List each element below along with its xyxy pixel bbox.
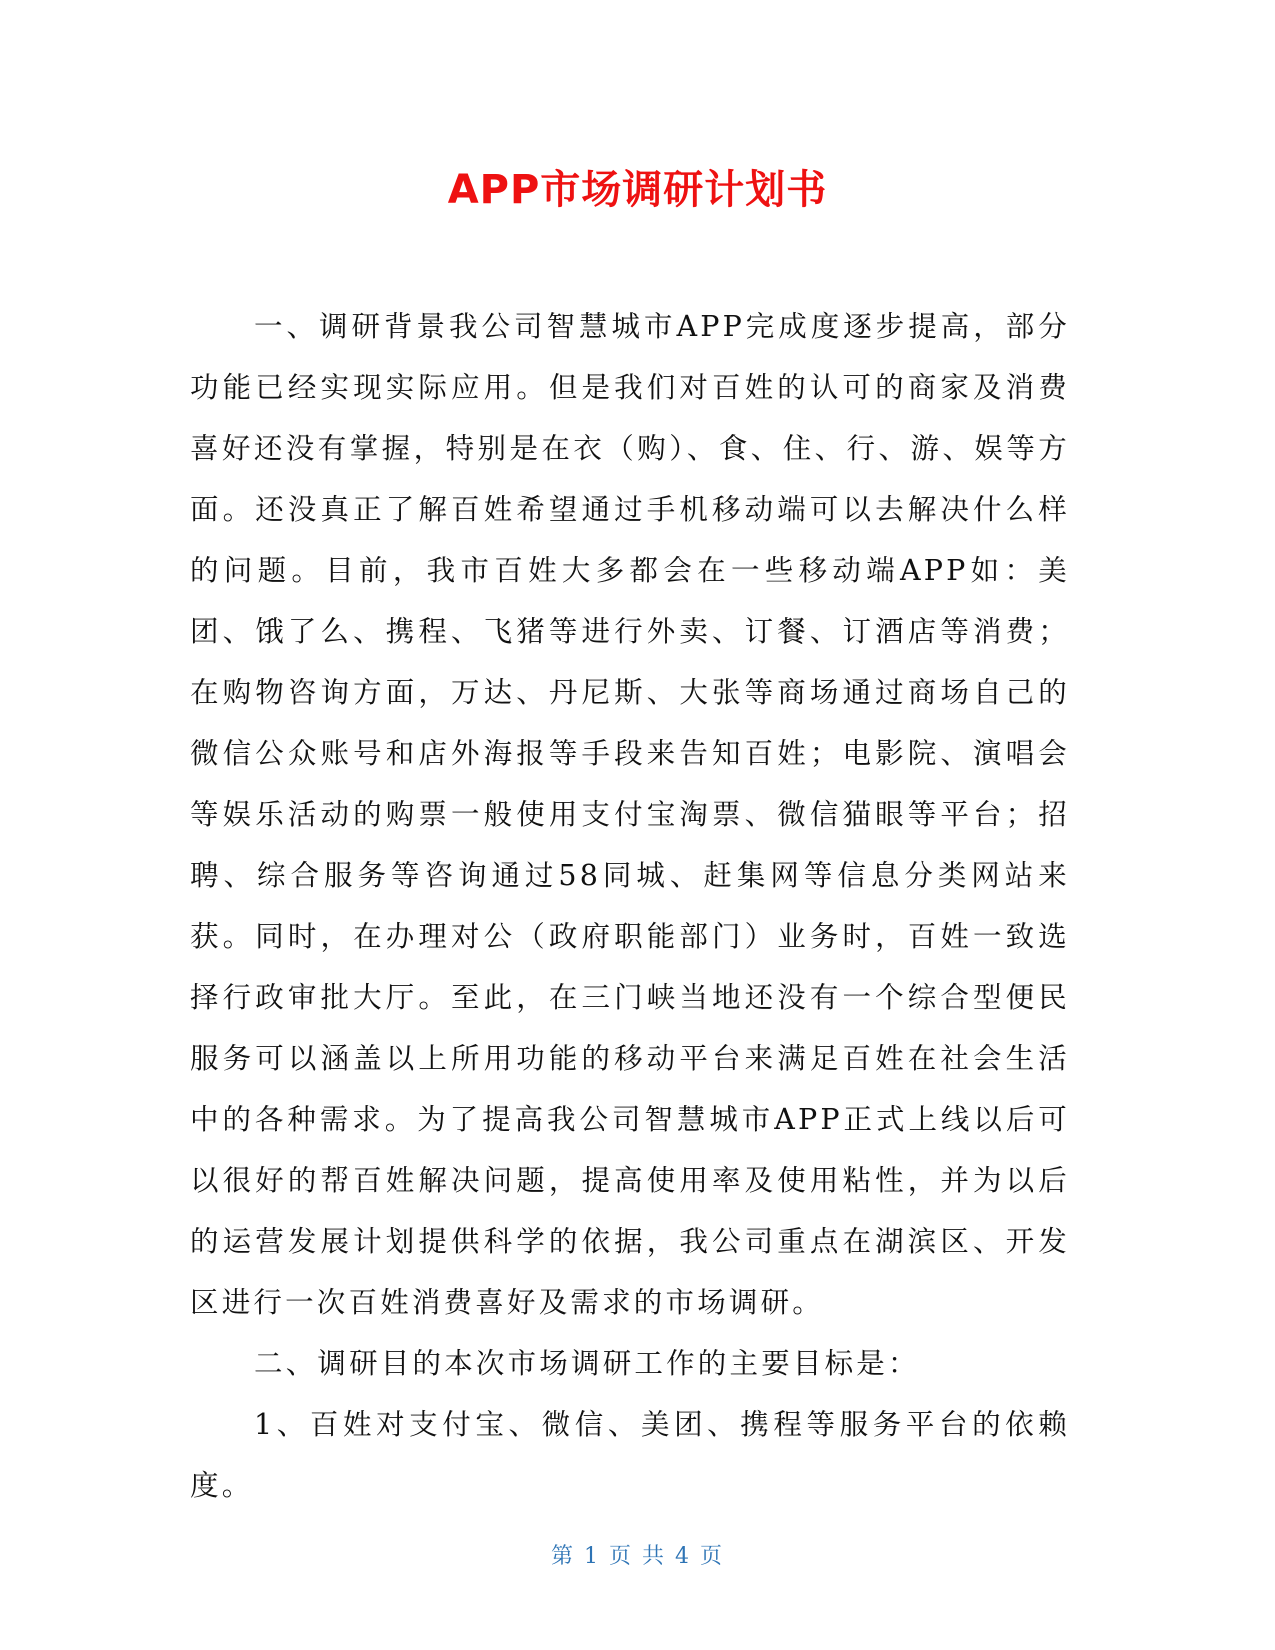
document-body (190, 296, 1070, 1516)
paragraph-background: 一、调研背景我公司智慧城市APP完成度逐步提高，部分功能已经实现实际应用。但是我们对百姓的认可的商家及消费喜好还没有掌握，特别是在衣（购）、食、住、行、游、娱等方面。还没真正了解百姓希望通过手机移动端可以去解决什么样的问题。目前，我市百姓大多都会在一些移动端APP如：美团、饿了么、携程、飞猪等进行外卖、订餐、订酒店等消费；在购物咨询方面，万达、丹尼斯、大张等商场通过商场自己的微信公众账号和店外海报等手段来告知百姓；电影院、演唱会等娱乐活动的购票一般使用支付宝淘票、微信猫眼等平台；招聘、综合服务等咨询通过58同城、赶集网等信息分类网站来获。同时，在办理对公（政府职能部门）业务时，百姓一致选择行政审批大厅。至此，在三门峡当地还没有一个综合型便民服务可以涵盖以上所用功能的移动平台来满足百姓在社会生活中的各种需求。为了提高我公司智慧城市APP正式上线以后可以很好的帮百姓解决问题，提高使用率及使用粘性，并为以后的运营发展计划提供科学的依据，我公司重点在湖滨区、开发区进行一次百姓消费喜好及需求的市场调研。 (190, 310, 1070, 1319)
paragraph-goal-1: 1、百姓对支付宝、微信、美团、携程等服务平台的依赖度。 (190, 1408, 1070, 1502)
page-number-footer: 第 1 页 共 4 页 (551, 1544, 724, 1569)
paragraph-purpose: 二、调研目的本次市场调研工作的主要目标是： (254, 1347, 920, 1380)
document-title: APP市场调研计划书 (447, 167, 828, 213)
